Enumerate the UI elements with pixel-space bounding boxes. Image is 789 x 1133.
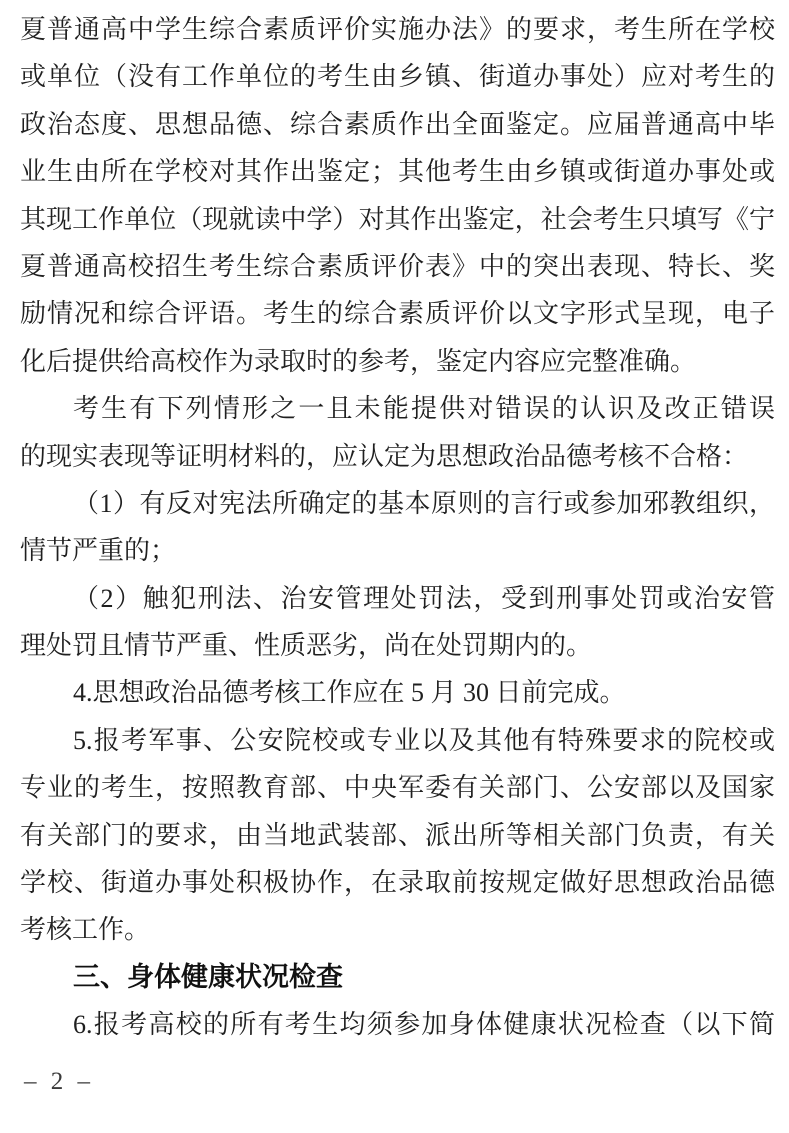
text-line: 的现实表现等证明材料的，应认定为思想政治品德考核不合格： bbox=[20, 441, 749, 471]
text-line: 4.思想政治品德考核工作应在 5 月 30 日前完成。 bbox=[73, 678, 626, 708]
text-line: 励情况和综合评语。考生的综合素质评价以文字形式呈现，电子 bbox=[20, 299, 775, 329]
text-line: 5.报考军事、公安院校或专业以及其他有特殊要求的院校或 bbox=[73, 725, 775, 755]
section-heading: 三、身体健康状况检查 bbox=[73, 961, 343, 992]
text-line: 化后提供给高校作为录取时的参考，鉴定内容应完整准确。 bbox=[20, 346, 697, 376]
text-line: 有关部门的要求，由当地武装部、派出所等相关部门负责，有关 bbox=[20, 820, 775, 850]
text-line: 理处罚且情节严重、性质恶劣，尚在处罚期内的。 bbox=[20, 631, 593, 661]
text-line: 考核工作。 bbox=[20, 915, 151, 945]
document-body bbox=[20, 6, 775, 1049]
text-line: 或单位（没有工作单位的考生由乡镇、街道办事处）应对考生的 bbox=[20, 62, 775, 92]
text-line: 学校、街道办事处积极协作，在录取前按规定做好思想政治品德 bbox=[20, 868, 775, 898]
text-line: 业生由所在学校对其作出鉴定；其他考生由乡镇或街道办事处或 bbox=[20, 157, 775, 187]
text-line: 6.报考高校的所有考生均须参加身体健康状况检查（以下简 bbox=[73, 1010, 775, 1040]
text-line: 专业的考生，按照教育部、中央军委有关部门、公安部以及国家 bbox=[20, 773, 775, 803]
text-line: 考生有下列情形之一且未能提供对错误的认识及改正错误 bbox=[73, 394, 775, 424]
text-line: 情节严重的； bbox=[20, 536, 177, 566]
text-line: （2）触犯刑法、治安管理处罚法，受到刑事处罚或治安管 bbox=[73, 583, 775, 613]
page-number: – 2 – bbox=[24, 1068, 94, 1095]
text-line: 政治态度、思想品德、综合素质作出全面鉴定。应届普通高中毕 bbox=[20, 109, 775, 139]
text-line: 夏普通高校招生考生综合素质评价表》中的突出表现、特长、奖 bbox=[20, 251, 775, 281]
text-line: 其现工作单位（现就读中学）对其作出鉴定，社会考生只填写《宁 bbox=[20, 204, 775, 234]
text-line: 夏普通高中学生综合素质评价实施办法》的要求，考生所在学校 bbox=[20, 15, 775, 44]
text-line: （1）有反对宪法所确定的基本原则的言行或参加邪教组织， bbox=[73, 488, 775, 518]
